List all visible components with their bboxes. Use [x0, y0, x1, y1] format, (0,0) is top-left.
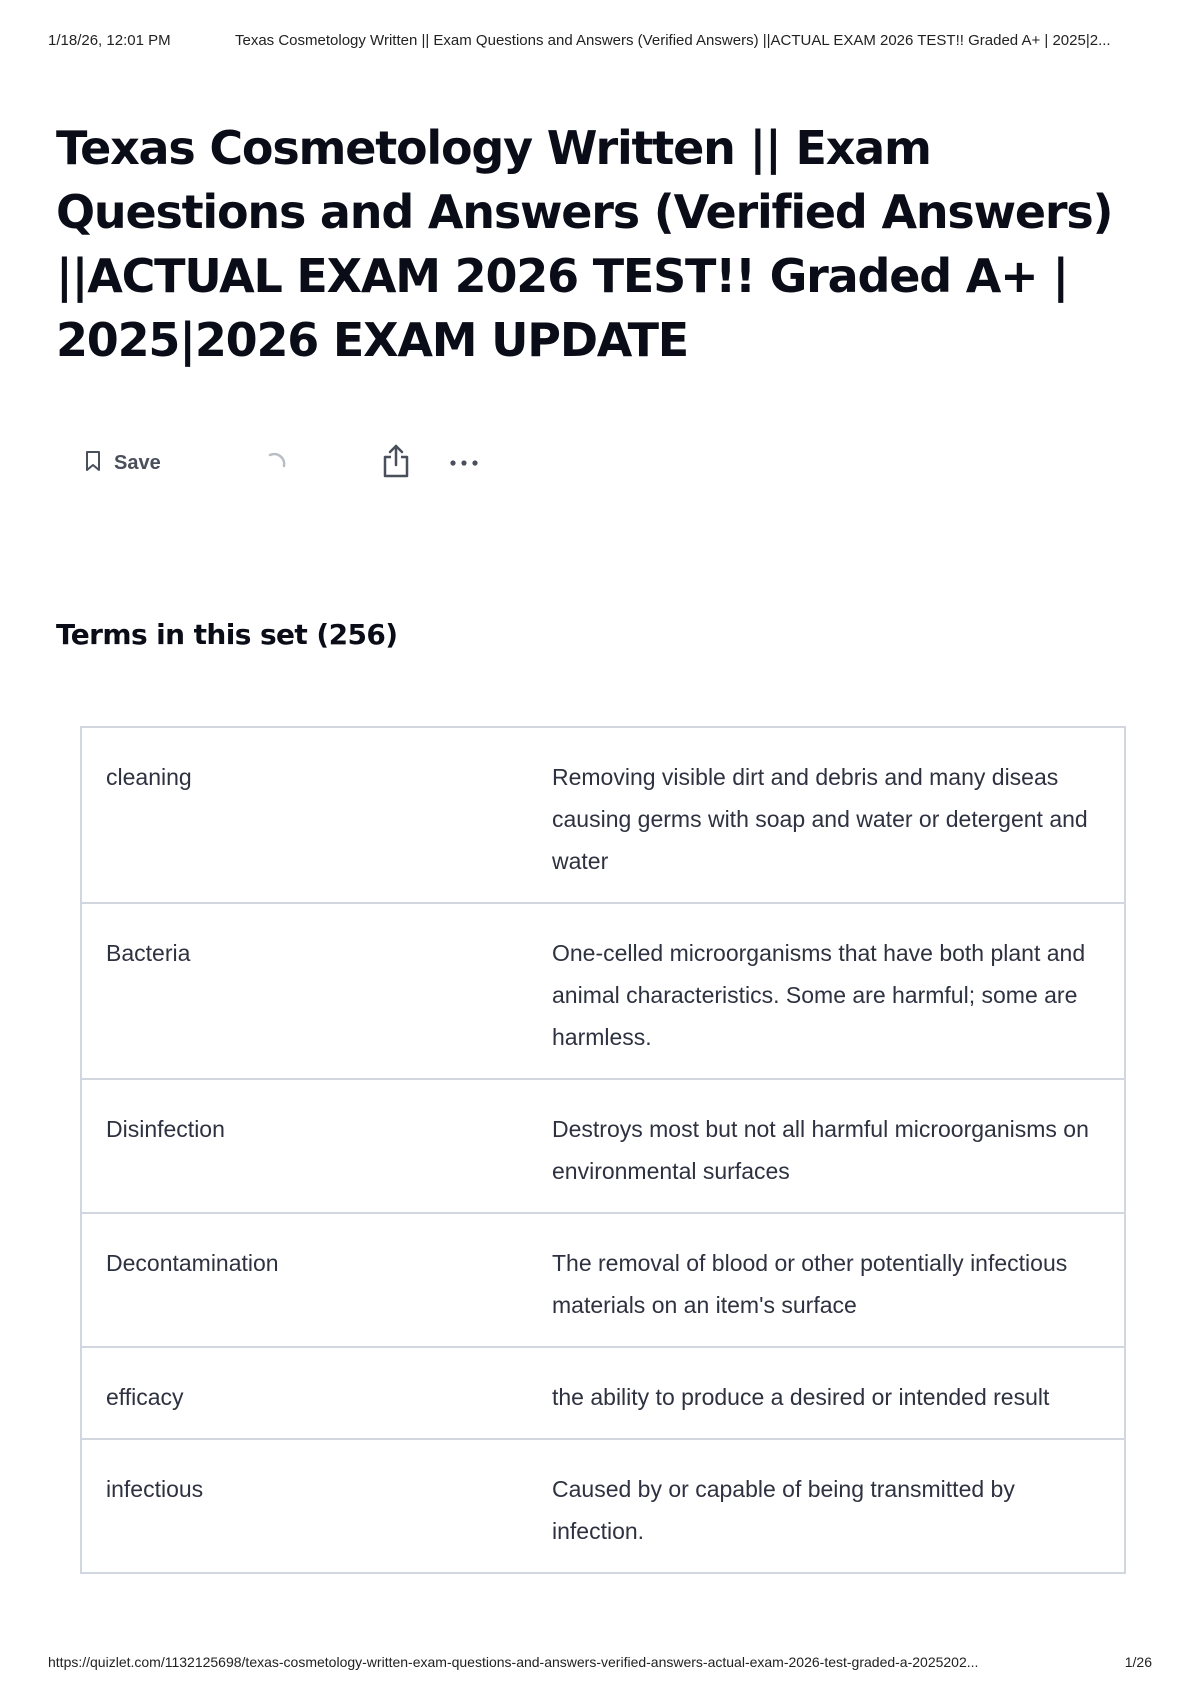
terms-heading: Terms in this set (256)	[56, 618, 398, 651]
print-datetime: 1/18/26, 12:01 PM	[48, 32, 171, 49]
print-doc-title: Texas Cosmetology Written || Exam Questions and Answers (Verified Answers) ||ACTUAL EXAM 2026 TEST!! Graded A+ | 2025|2...	[235, 32, 1111, 49]
term-definition: Removing visible dirt and debris and many diseas causing germs with soap and water or detergent and water	[552, 764, 1088, 874]
term-row	[82, 1080, 1124, 1214]
term-definition: Destroys most but not all harmful microorganisms on environmental surfaces	[552, 1116, 1089, 1184]
share-button[interactable]	[379, 444, 413, 482]
term-definition: Caused by or capable of being transmitted by infection.	[552, 1476, 1015, 1544]
share-icon	[381, 443, 411, 484]
print-header	[48, 32, 1152, 49]
print-url: https://quizlet.com/1132125698/texas-cosmetology-written-exam-questions-and-answers-verified-answers-actual-exam-2026-test-graded-a-2025202...	[48, 1654, 979, 1670]
set-toolbar	[84, 440, 479, 486]
term-definition: The removal of blood or other potentially infectious materials on an item's surface	[552, 1250, 1068, 1318]
spinner-icon	[261, 449, 289, 477]
page-number: 1/26	[1124, 1654, 1152, 1670]
term-row	[82, 904, 1124, 1080]
save-button[interactable]	[84, 450, 161, 477]
more-options-button[interactable]	[449, 448, 479, 478]
save-label: Save	[114, 451, 161, 474]
term-definition: the ability to produce a desired or intended result	[552, 1384, 1050, 1410]
term-word: Decontamination	[106, 1250, 279, 1276]
term-row	[82, 1440, 1124, 1574]
term-definition: One-celled microorganisms that have both plant and animal characteristics. Some are harmful; some are harmless.	[552, 940, 1086, 1050]
term-row	[82, 1348, 1124, 1440]
bookmark-icon	[84, 450, 102, 477]
more-icon	[449, 454, 479, 472]
term-word: efficacy	[106, 1384, 184, 1410]
term-word: infectious	[106, 1476, 204, 1502]
term-row	[82, 1214, 1124, 1348]
terms-list	[80, 726, 1126, 1574]
term-word: Disinfection	[106, 1116, 225, 1142]
term-word: Bacteria	[106, 940, 191, 966]
page-title: Texas Cosmetology Written || Exam Questions and Answers (Verified Answers) ||ACTUAL EXAM 2026 TEST!! Graded A+ | 2025|2026 EXAM UPDATE	[56, 121, 1113, 367]
print-footer	[48, 1654, 1152, 1670]
term-row	[82, 728, 1124, 904]
term-word: cleaning	[106, 764, 192, 790]
